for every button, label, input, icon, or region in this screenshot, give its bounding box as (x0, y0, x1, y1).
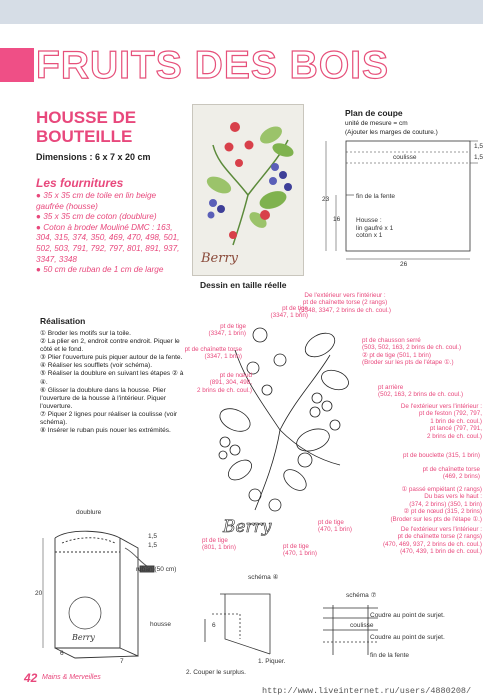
step-item: ② La plier en 2, endroit contre endroit. Piquer le côté et le fond. (40, 338, 180, 354)
top-band (0, 0, 483, 24)
stitch-label-bottom-chainette: De l'extérieur vers l'intérieur : pt de chaînette torse (2 rangs) (470, 469, 937, 2 brins de ch. coul.) (470, 439, 1 brin de ch. coul.) (382, 526, 482, 556)
bag-housse-label: housse (150, 621, 171, 628)
schema7-coudre2: Coudre au point de surjet. (370, 634, 445, 641)
page-number: 42 (24, 671, 38, 685)
photo-caption: Dessin en taille réelle (200, 280, 287, 290)
embroidery-photo-art (193, 105, 303, 275)
stitch-label-chainette: pt de chaînette torse (3347, 1 brin) (184, 346, 242, 361)
step-item: ⑤ Réaliser la doublure en suivant les étapes ② à ④. (40, 370, 184, 386)
step-item: ① Broder les motifs sur la toile. (40, 330, 131, 337)
stitch-label-chausson: pt de chausson serré (503, 502, 163, 2 brins de ch. coul.) ② pt de tige (501, 1 brin) (Broder sur les pts de l'étape ①.) (362, 337, 462, 367)
stitch-label-chainette-torse: pt de chaînette torse (469, 2 brins) (422, 466, 480, 481)
fourniture-item: ● 35 x 35 cm de coton (doublure) (36, 212, 157, 222)
schema4-title: schéma ④ (248, 574, 279, 581)
schema7-fente: fin de la fente (370, 652, 410, 659)
plan-housse: Housse : lin gaufré x 1 coton x 1 (356, 217, 394, 240)
stitch-label-tige2: pt de tige (3347, 1 brin) (208, 323, 246, 338)
stitch-label-passe: ① passé empiétant (2 rangs) Du bas vers le haut : (374, 2 brins) (350, 1 brin) ② pt de nœud (315, 2 brins) (Broder sur les pts de l'étape ①.) (390, 486, 482, 523)
project-title-line1: HOUSSE DE (36, 108, 137, 127)
plan-dim-15a: 1,5 (474, 143, 483, 150)
title-accent-bar (0, 48, 34, 82)
stitch-label-top: De l'extérieur vers l'intérieur : pt de chaînette torse (2 rangs) (3348, 3347, 2 brins de ch. coul.) (298, 292, 392, 314)
svg-text:Berry: Berry (223, 517, 272, 537)
schema4-dim-6: 6 (212, 622, 216, 629)
plan-dim-16: 16 (333, 216, 341, 223)
schema7-coulisse: coulisse (350, 622, 374, 629)
stitch-label-feston: De l'extérieur vers l'intérieur : pt de feston (792, 797, 1 brin de ch. coul.) pt lancé (797, 791, 2 brins de ch. coul.) (400, 403, 482, 440)
step-item: ⑦ Piquer 2 lignes pour réaliser la coulisse (voir schéma). (40, 410, 178, 427)
realisation-steps (40, 330, 188, 435)
bag-dim-20: 20 (35, 590, 43, 597)
dimensions: Dimensions : 6 x 7 x 20 cm (36, 152, 151, 162)
plan-fente: fin de la fente (356, 193, 396, 200)
project-title (36, 108, 136, 146)
bag-diagram (40, 518, 160, 668)
schema4-step1: 1. Piquer. (258, 658, 286, 665)
fourniture-item: ● 35 x 35 cm de toile en lin beige gaufrée (housse) (36, 191, 157, 211)
stitch-label-tige-bottom1: pt de tige (801, 1 brin) (202, 537, 236, 552)
step-item: ④ Réaliser les soufflets (voir schéma). (40, 362, 153, 370)
bag-berry-text: Berry (72, 633, 95, 642)
stitch-label-tige1: pt de tige (3347, 1 brin) (270, 305, 308, 320)
stitch-label-bouclette: pt de bouclette (315, 1 brin) (402, 452, 480, 459)
realisation-heading: Réalisation (40, 316, 86, 326)
embroidery-photo (192, 104, 304, 276)
bag-dim-7: 7 (120, 658, 124, 665)
source-url[interactable]: http://www.liveinternet.ru/users/4880208/ (262, 686, 472, 696)
bag-ruban-label: ruban (50 cm) (136, 566, 177, 573)
step-item: ⑧ Insérer le ruban puis nouer les extrémités. (40, 427, 171, 435)
bag-dim-15b: 1,5 (148, 542, 158, 549)
step-item: ⑥ Glisser la doublure dans la housse. Plier l'ouverture de la housse à l'intérieur. Piquer l'ouverture. (40, 386, 167, 410)
embroidery-pattern-art (205, 310, 355, 540)
schema7-diagram (318, 600, 388, 660)
stitch-label-noeud: pt de nœud (891, 304, 498, 2 brins de ch. coul.) (197, 372, 252, 394)
plan-heading: Plan de coupe (345, 108, 403, 118)
page-title: FRUITS DES BOIS (36, 44, 390, 87)
plan-dim-15b: 1,5 (474, 154, 483, 161)
bag-doublure-label: doublure (76, 509, 102, 516)
schema7-title: schéma ⑦ (346, 592, 377, 599)
photo-signature: Berry (201, 251, 239, 266)
magazine-name: Mains & Merveilles (42, 674, 101, 681)
stitch-label-tige-bottom2: pt de tige (470, 1 brin) (283, 543, 317, 558)
schema4-step2: 2. Couper le surplus. (186, 669, 246, 676)
stitch-label-tige-bottom3: pt de tige (470, 1 brin) (318, 519, 352, 534)
fournitures-heading: Les fournitures (36, 176, 124, 190)
bag-dim-6: 6 (60, 650, 64, 657)
stitch-label-arriere: pt arrière (502, 163, 2 brins de ch. coul.) (378, 384, 464, 399)
plan-dim-23: 23 (322, 196, 330, 203)
plan-dim-26: 26 (400, 261, 408, 268)
bag-dim-15a: 1,5 (148, 533, 158, 540)
plan-unit: unité de mesure = cm (345, 120, 408, 127)
step-item: ③ Plier l'ouverture puis piquer autour de la fente. (40, 354, 183, 362)
project-title-line2: BOUTEILLE (36, 127, 133, 146)
fourniture-item: ● Coton à broder Mouliné DMC : 163, 304, 315, 374, 350, 469, 470, 498, 501, 502, 503, 791, 792, 797, 801, 891, 937, 3347, 3348 (36, 222, 180, 264)
plan-coulisse: coulisse (393, 154, 417, 161)
fourniture-item: ● 50 cm de ruban de 1 cm de large (36, 265, 164, 275)
schema7-coudre1: Coudre au point de surjet. (370, 612, 445, 619)
plan-note: (Ajouter les marges de couture.) (345, 129, 438, 136)
fournitures-list (36, 191, 186, 276)
